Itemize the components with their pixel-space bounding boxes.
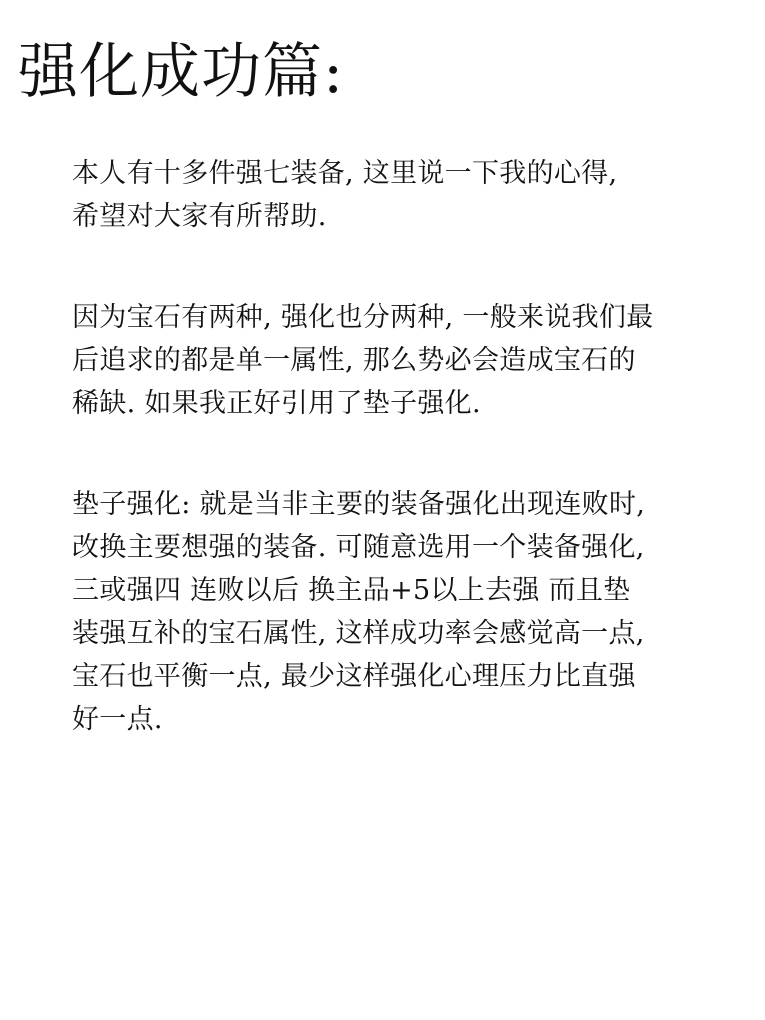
paragraph-gem-types [72, 296, 752, 425]
text-line: 稀缺. 如果我正好引用了垫子强化. [72, 388, 481, 419]
paragraph-intro [72, 152, 752, 238]
text-line: 本人有十多件强七装备, 这里说一下我的心得, [72, 158, 618, 189]
text-line: 宝石也平衡一点, 最少这样强化心理压力比直强 [72, 661, 636, 692]
text-line: 希望对大家有所帮助. [72, 201, 327, 232]
page-title: 强化成功篇: [18, 37, 345, 107]
text-line: 三或强四 连败以后 换主品+5以上去强 而且垫 [72, 575, 631, 606]
article-body [72, 152, 752, 799]
text-line: 垫子强化: 就是当非主要的装备强化出现连败时, [72, 489, 646, 520]
text-line: 好一点. [72, 704, 163, 735]
text-line: 装强互补的宝石属性, 这样成功率会感觉高一点, [72, 618, 645, 649]
text-line: 因为宝石有两种, 强化也分两种, 一般来说我们最 [72, 302, 654, 333]
paragraph-pad-enhancement [72, 483, 752, 741]
text-line: 改换主要想强的装备. 可随意选用一个装备强化, [72, 532, 645, 563]
text-line: 后追求的都是单一属性, 那么势必会造成宝石的 [72, 345, 636, 376]
